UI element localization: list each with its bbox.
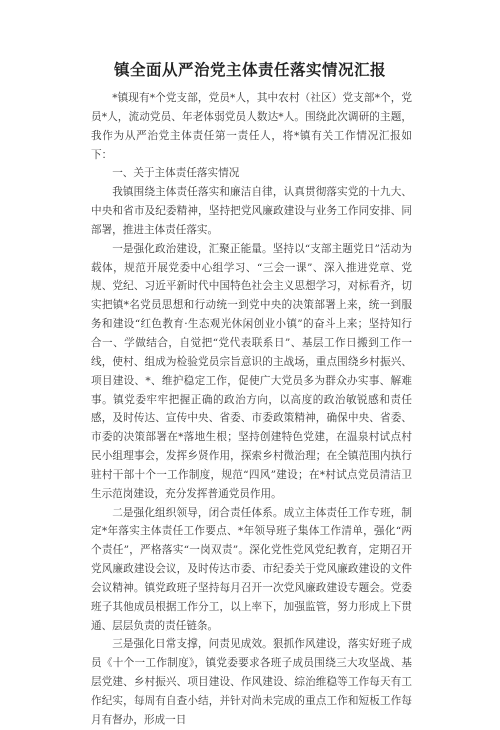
page-title: 镇全面从严治党主体责任落实情况汇报 (113, 61, 386, 79)
document-body (91, 89, 412, 730)
body-paragraph: 我镇围绕主体责任落实和廉洁自律，认真贯彻落实党的十九大、中央和省市及纪委精神，坚持把党风廉政建设与业务工作同安排、同部署，推进主体责任落实。 (91, 186, 412, 236)
section-heading: 一、关于主体责任落实情况 (112, 167, 240, 180)
body-paragraph: 一是强化政治建设，汇聚正能量。坚持以“支部主题党日”活动为载体，规范开展党委中心组学习、“三会一课”、深入推进党章、党规、党纪、习近平新时代中国特色社会主义思想学习，对标看齐，切实把镇*名党员思想和行动统一到党中央的决策部署上来，统一到服务和建设“红色教育·生态观光休闲创业小镇”的奋斗上来；坚持知行合一、学做结合，自觉把“党代表联系日”、基层工作日搬到工作一线，使村、组成为检验党员宗旨意识的主战场，重点围绕乡村振兴、项目建设、*、维护稳定工作，促使广大党员多为群众办实事、解难事。镇党委牢牢把握正确的政治方向，以高度的政治敏锐感和责任感，及时传达、宣传中央、省委、市委政策精神，确保中央、省委、市委的决策部署在*落地生根；坚持创建特色党建，在温泉村试点村民小组理事会，发挥乡贤作用，探索乡村微治理；在全镇范围内执行驻村干部十个一工作制度，规范“四风”建设；在*村试点党员清洁卫生示范岗建设，充分发挥普通党员作用。 (91, 242, 412, 500)
body-paragraph: 三是强化日常支撑，问责见成效。狠抓作风建设，落实好班子成员《十个一工作制度》，镇党委要求各班子成员围绕三大攻坚战、基层党建、乡村振兴、项目建设、作风建设、综治维稳等工作每天有工作纪实，每周有自查小结，并针对尚未完成的重点工作和短板工作每月有督办，形成一日 (91, 638, 412, 726)
body-paragraph: 二是强化组织领导，闭合责任体系。成立主体责任工作专班，制定*年落实主体责任工作要点、*年领导班子集体工作清单，强化“两个责任”，严格落实“一岗双责”。深化党性党风党纪教育，定期召开党风廉政建设会议，及时传达市委、市纪委关于党风廉政建设的文件会议精神。镇党政班子坚持每月召开一次党风廉政建设专题会。党委班子其他成员根据工作分工，以上率下，加强监管，努力形成上下贯通、层层负责的责任链条。 (91, 506, 412, 632)
intro-paragraph: *镇现有*个党支部，党员*人，其中农村（社区）党支部*个，党员*人，流动党员、年老体弱党员人数达*人。围绕此次调研的主题，我作为从严治党主体责任第一责任人，将*镇有关工作情况汇报如下： (91, 92, 412, 161)
